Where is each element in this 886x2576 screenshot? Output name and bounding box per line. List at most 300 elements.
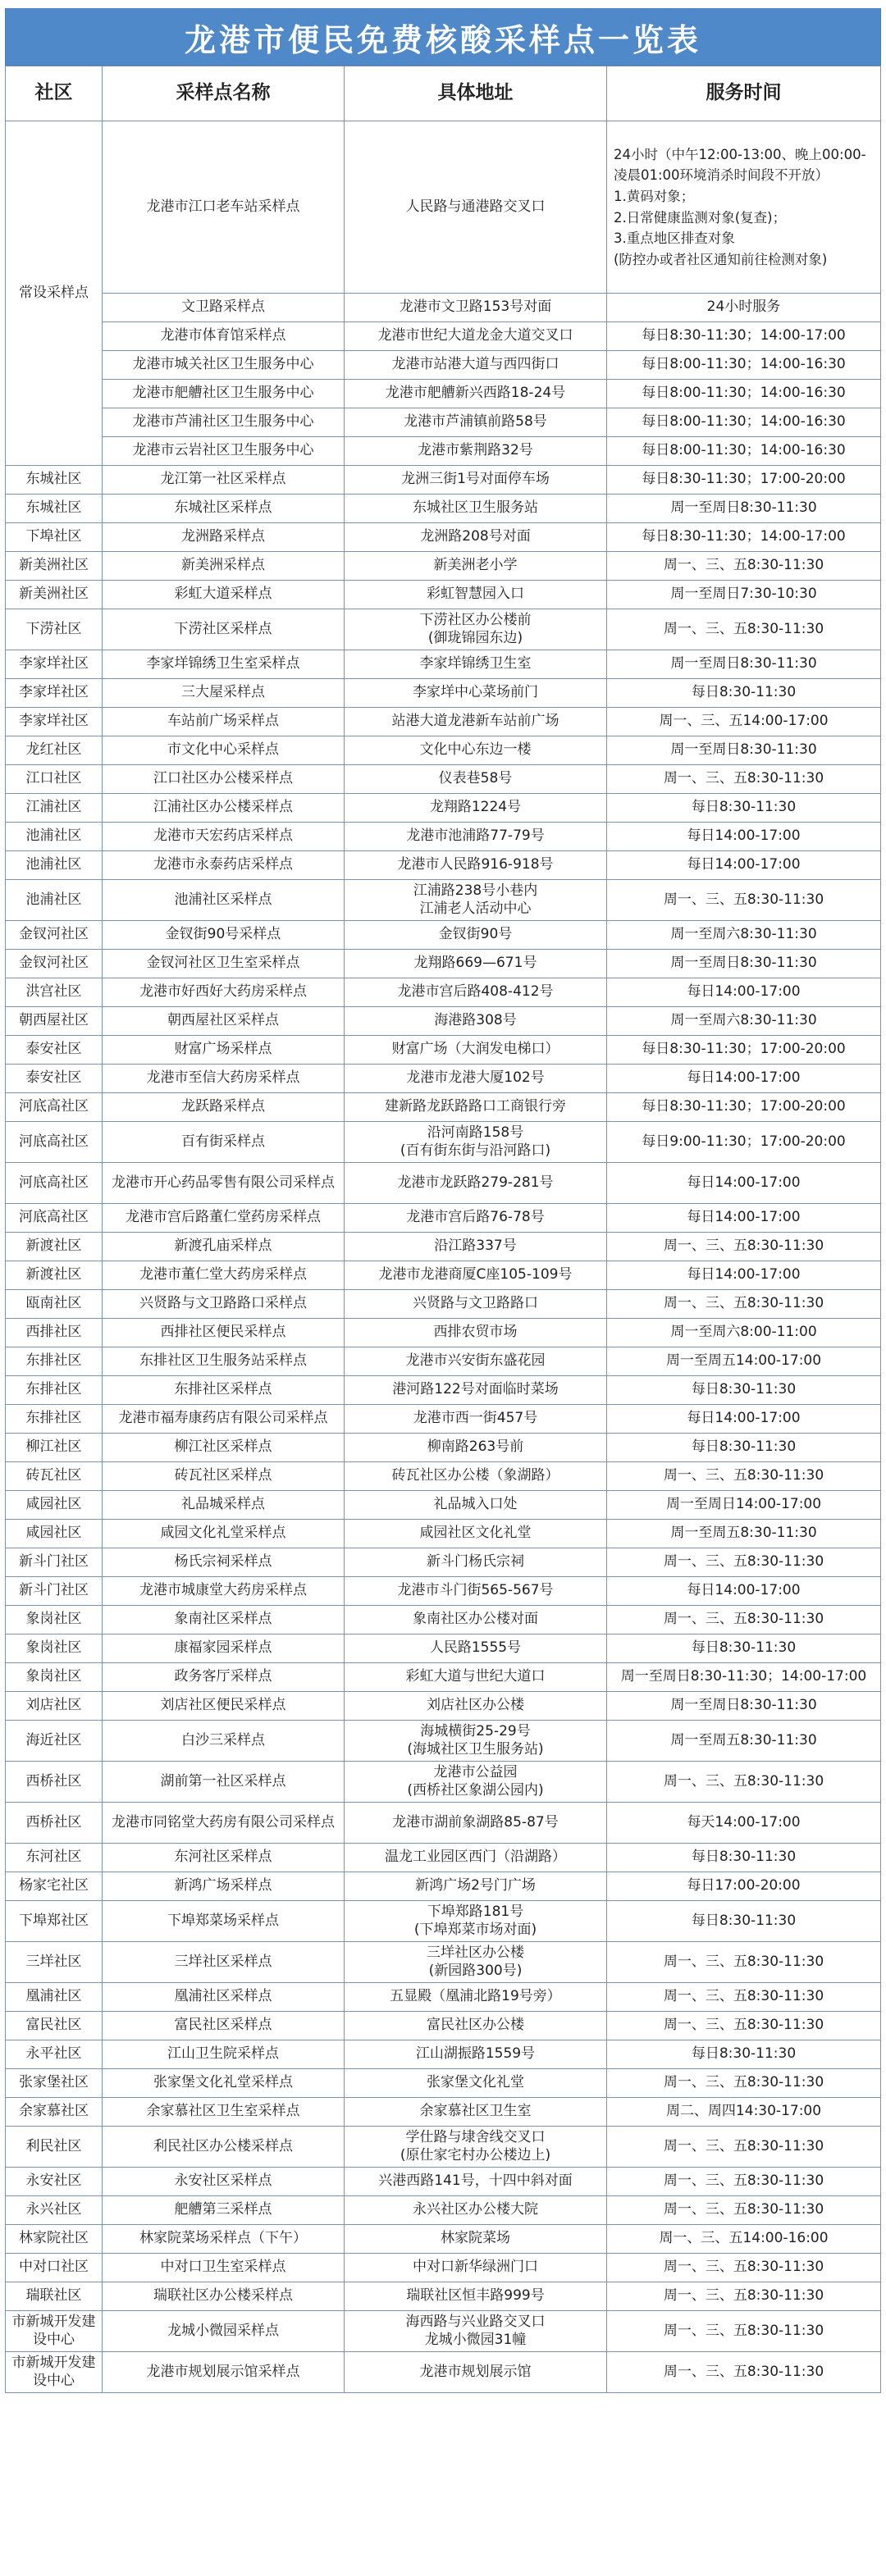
table-row	[6, 408, 881, 437]
table-row	[6, 2040, 881, 2069]
table-row	[6, 1122, 881, 1163]
table-row	[6, 2282, 881, 2311]
site-cell: 龙港市舥艚社区卫生服务中心	[103, 380, 345, 408]
hours-cell: 周一、三、五8:30-11:30	[607, 765, 881, 794]
address-cell: 人民路1555号	[345, 1635, 607, 1663]
community-cell: 朝西屋社区	[6, 1007, 103, 1036]
site-cell: 龙港市宫后路董仁堂药房采样点	[103, 1204, 345, 1233]
community-cell: 龙红社区	[6, 736, 103, 765]
site-cell: 朝西屋社区采样点	[103, 1007, 345, 1036]
hours-cell: 每日8:30-11:30；14:00-17:00	[607, 523, 881, 552]
community-cell: 三垟社区	[6, 1942, 103, 1983]
table-row	[6, 437, 881, 466]
hours-cell: 周一至周日14:00-17:00	[607, 1491, 881, 1520]
header-address: 具体地址	[345, 66, 607, 121]
site-cell: 市文化中心采样点	[103, 736, 345, 765]
table-row	[6, 1606, 881, 1635]
site-cell: 下埠郑菜场采样点	[103, 1901, 345, 1942]
table-row	[6, 1901, 881, 1942]
site-cell: 富民社区采样点	[103, 2012, 345, 2040]
hours-cell: 每日14:00-17:00	[607, 1163, 881, 1204]
site-cell: 咸园文化礼堂采样点	[103, 1520, 345, 1548]
hours-cell: 周一、三、五8:30-11:30	[607, 2196, 881, 2225]
hours-cell: 周一、三、五8:30-11:30	[607, 1983, 881, 2012]
hours-note: 2.日常健康监测对象(复查)；	[614, 209, 787, 226]
community-cell: 李家垟社区	[6, 679, 103, 708]
table-row	[6, 1319, 881, 1347]
community-cell: 河底高社区	[6, 1204, 103, 1233]
table-row	[6, 1093, 881, 1122]
hours-cell: 周一至周日8:30-11:30	[607, 650, 881, 679]
site-cell: 龙港市城关社区卫生服务中心	[103, 351, 345, 380]
table-row	[6, 523, 881, 552]
hours-cell: 每日8:30-11:30	[607, 1434, 881, 1462]
address-cell: 龙港市人民路916-918号	[345, 851, 607, 880]
address-cell: 彩虹大道与世纪大道口	[345, 1663, 607, 1692]
table-row	[6, 1065, 881, 1093]
site-cell: 龙港市体育馆采样点	[103, 322, 345, 351]
table-row	[6, 1347, 881, 1376]
table-row	[6, 1983, 881, 2012]
address-cell: 新鸿广场2号门广场	[345, 1872, 607, 1901]
address-cell: 龙翔路1224号	[345, 794, 607, 823]
community-cell: 砖瓦社区	[6, 1462, 103, 1491]
hours-cell: 每日8:30-11:30	[607, 1635, 881, 1663]
table-row	[6, 2311, 881, 2352]
hours-cell: 每天14:00-17:00	[607, 1803, 881, 1844]
address-cell: 龙港市站港大道与西四街口	[345, 351, 607, 380]
site-cell: 三垟社区采样点	[103, 1942, 345, 1983]
community-cell: 象岗社区	[6, 1635, 103, 1663]
site-cell: 龙城小微园采样点	[103, 2311, 345, 2352]
address-cell: 龙洲三街1号对面停车场	[345, 466, 607, 495]
community-cell: 咸园社区	[6, 1491, 103, 1520]
community-cell: 永平社区	[6, 2040, 103, 2069]
address-cell: 礼品城入口处	[345, 1491, 607, 1520]
table-row	[6, 1007, 881, 1036]
community-cell: 西桥社区	[6, 1803, 103, 1844]
address-cell: 人民路与通港路交叉口	[345, 121, 607, 294]
site-cell: 龙港市规划展示馆采样点	[103, 2352, 345, 2393]
hours-cell: 每日8:30-11:30	[607, 679, 881, 708]
site-cell: 东河社区采样点	[103, 1844, 345, 1872]
hours-note: 1.黄码对象；	[614, 188, 695, 204]
community-cell: 李家垟社区	[6, 650, 103, 679]
hours-cell	[607, 121, 881, 294]
community-cell: 刘店社区	[6, 1692, 103, 1721]
address-cell: 龙港市舥艚新兴西路18-24号	[345, 380, 607, 408]
community-cell: 江浦社区	[6, 794, 103, 823]
table-row	[6, 2127, 881, 2168]
hours-cell: 每日8:00-11:30；14:00-16:30	[607, 437, 881, 466]
site-cell: 瑞联社区办公楼采样点	[103, 2282, 345, 2311]
address-cell: 李家垟中心菜场前门	[345, 679, 607, 708]
site-cell: 永安社区采样点	[103, 2168, 345, 2196]
hours-cell: 周一、三、五8:30-11:30	[607, 2311, 881, 2352]
page-title: 龙港市便民免费核酸采样点一览表	[5, 8, 881, 66]
hours-cell: 每日14:00-17:00	[607, 1065, 881, 1093]
hours-cell: 每日8:30-11:30；17:00-20:00	[607, 1036, 881, 1065]
hours-cell: 周一、三、五8:30-11:30	[607, 2254, 881, 2282]
site-cell: 彩虹大道采样点	[103, 581, 345, 609]
table-row	[6, 880, 881, 921]
hours-cell: 周一至周六8:30-11:30	[607, 921, 881, 950]
site-cell: 江浦社区办公楼采样点	[103, 794, 345, 823]
community-cell: 市新城开发建设中心	[6, 2311, 103, 2352]
site-cell: 李家垟锦绣卫生室采样点	[103, 650, 345, 679]
address-cell: 张家堡文化礼堂	[345, 2069, 607, 2098]
hours-cell: 每日8:00-11:30；14:00-16:30	[607, 380, 881, 408]
site-cell: 龙港市好西好大药房采样点	[103, 978, 345, 1007]
site-cell: 湖前第一社区采样点	[103, 1762, 345, 1803]
community-cell: 杨家宅社区	[6, 1872, 103, 1901]
site-cell: 兴贤路与文卫路路口采样点	[103, 1290, 345, 1319]
site-cell: 百有街采样点	[103, 1122, 345, 1163]
table-row	[6, 851, 881, 880]
address-cell: 龙港市芦浦镇前路58号	[345, 408, 607, 437]
table-row	[6, 823, 881, 851]
hours-cell: 周一、三、五8:30-11:30	[607, 1290, 881, 1319]
address-cell: 咸园社区文化礼堂	[345, 1520, 607, 1548]
site-cell: 象南社区采样点	[103, 1606, 345, 1635]
address-cell: 兴港西路141号，十四中斜对面	[345, 2168, 607, 2196]
table-row	[6, 466, 881, 495]
site-cell: 池浦社区采样点	[103, 880, 345, 921]
address-cell: 海城横街25-29号 (海城社区卫生服务站)	[345, 1721, 607, 1762]
address-cell: 港河路122号对面临时菜场	[345, 1376, 607, 1405]
hours-cell: 每日9:00-11:30；17:00-20:00	[607, 1122, 881, 1163]
site-cell: 龙港市至信大药房采样点	[103, 1065, 345, 1093]
site-cell: 政务客厅采样点	[103, 1663, 345, 1692]
site-cell: 林家院菜场采样点（下午）	[103, 2225, 345, 2254]
hours-cell: 每日8:30-11:30	[607, 1901, 881, 1942]
address-cell: 龙港市兴安街东盛花园	[345, 1347, 607, 1376]
address-cell: 永兴社区办公楼大院	[345, 2196, 607, 2225]
site-cell: 张家堡文化礼堂采样点	[103, 2069, 345, 2098]
address-cell: 江山湖振路1559号	[345, 2040, 607, 2069]
table-row	[6, 1872, 881, 1901]
hours-cell: 周一至周日8:30-11:30	[607, 736, 881, 765]
address-cell: 学仕路与埭舍线交叉口 (原仕家宅村办公楼边上)	[345, 2127, 607, 2168]
header-site: 采样点名称	[103, 66, 345, 121]
community-cell: 常设采样点	[6, 121, 103, 466]
table-row	[6, 1405, 881, 1434]
address-cell: 富民社区办公楼	[345, 2012, 607, 2040]
address-cell: 刘店社区办公楼	[345, 1692, 607, 1721]
header-hours: 服务时间	[607, 66, 881, 121]
table-row	[6, 1434, 881, 1462]
site-cell: 新鸿广场采样点	[103, 1872, 345, 1901]
address-cell: 五显殿（凰浦北路19号旁）	[345, 1983, 607, 2012]
hours-cell: 每日8:30-11:30	[607, 794, 881, 823]
address-cell: 沿河南路158号 (百有街东街与沿河路口)	[345, 1122, 607, 1163]
community-cell: 池浦社区	[6, 851, 103, 880]
address-cell: 兴贤路与文卫路路口	[345, 1290, 607, 1319]
table-row	[6, 1942, 881, 1983]
table-row	[6, 1036, 881, 1065]
community-cell: 永安社区	[6, 2168, 103, 2196]
community-cell: 新斗门社区	[6, 1577, 103, 1606]
hours-cell: 周二、周四14:30-17:00	[607, 2098, 881, 2127]
site-cell: 江口社区办公楼采样点	[103, 765, 345, 794]
table-row	[6, 380, 881, 408]
address-cell: 林家院菜场	[345, 2225, 607, 2254]
community-cell: 柳江社区	[6, 1434, 103, 1462]
community-cell: 池浦社区	[6, 880, 103, 921]
hours-cell: 周一、三、五8:30-11:30	[607, 1548, 881, 1577]
address-cell: 砖瓦社区办公楼（象湖路）	[345, 1462, 607, 1491]
hours-cell: 周一至周五14:00-17:00	[607, 1347, 881, 1376]
table-row	[6, 1663, 881, 1692]
site-cell: 龙港市同铭堂大药房有限公司采样点	[103, 1803, 345, 1844]
community-cell: 江口社区	[6, 765, 103, 794]
community-cell: 新美洲社区	[6, 581, 103, 609]
site-cell: 龙港市城康堂大药房采样点	[103, 1577, 345, 1606]
address-cell: 龙港市公益园 (西桥社区象湖公园内)	[345, 1762, 607, 1803]
hours-cell: 周一、三、五8:30-11:30	[607, 609, 881, 650]
community-cell: 张家堡社区	[6, 2069, 103, 2098]
community-cell: 东河社区	[6, 1844, 103, 1872]
community-cell: 富民社区	[6, 2012, 103, 2040]
site-cell: 砖瓦社区采样点	[103, 1462, 345, 1491]
community-cell: 东城社区	[6, 495, 103, 523]
hours-cell: 周一至周六8:30-11:30	[607, 1007, 881, 1036]
hours-cell: 每日8:30-11:30	[607, 2040, 881, 2069]
site-cell: 余家慕社区卫生室采样点	[103, 2098, 345, 2127]
community-cell: 金钗河社区	[6, 950, 103, 978]
site-cell: 礼品城采样点	[103, 1491, 345, 1520]
community-cell: 泰安社区	[6, 1036, 103, 1065]
address-cell: 龙港市世纪大道龙金大道交叉口	[345, 322, 607, 351]
table-row	[6, 1762, 881, 1803]
address-cell: 金钗街90号	[345, 921, 607, 950]
table-row	[6, 552, 881, 581]
address-cell: 仪表巷58号	[345, 765, 607, 794]
table-row	[6, 1233, 881, 1261]
hours-cell: 周一至周日8:30-11:30	[607, 1692, 881, 1721]
hours-cell: 周一、三、五8:30-11:30	[607, 552, 881, 581]
address-cell: 新美洲老小学	[345, 552, 607, 581]
table-row	[6, 322, 881, 351]
hours-cell: 周一、三、五14:00-16:00	[607, 2225, 881, 2254]
site-cell: 龙港市开心药品零售有限公司采样点	[103, 1163, 345, 1204]
address-cell: 三垟社区办公楼 (新园路300号)	[345, 1942, 607, 1983]
table-row	[6, 609, 881, 650]
community-cell: 象岗社区	[6, 1606, 103, 1635]
site-cell: 龙港市芦浦社区卫生服务中心	[103, 408, 345, 437]
site-cell: 东排社区采样点	[103, 1376, 345, 1405]
site-cell: 龙港市云岩社区卫生服务中心	[103, 437, 345, 466]
community-cell: 新渡社区	[6, 1261, 103, 1290]
community-cell: 东排社区	[6, 1347, 103, 1376]
hours-cell: 周一、三、五8:30-11:30	[607, 1942, 881, 1983]
address-cell: 龙翔路669—671号	[345, 950, 607, 978]
site-cell: 下涝社区采样点	[103, 609, 345, 650]
community-cell: 李家垟社区	[6, 708, 103, 736]
table-row	[6, 2352, 881, 2393]
table-row	[6, 1844, 881, 1872]
hours-cell: 周一、三、五8:30-11:30	[607, 2127, 881, 2168]
table-row	[6, 121, 881, 294]
address-cell: 瑞联社区恒丰路999号	[345, 2282, 607, 2311]
site-cell: 车站前广场采样点	[103, 708, 345, 736]
address-cell: 中对口新华绿洲门口	[345, 2254, 607, 2282]
table-row	[6, 1520, 881, 1548]
table-row	[6, 736, 881, 765]
address-cell: 下涝社区办公楼前 (御珑锦园东边)	[345, 609, 607, 650]
table-row	[6, 765, 881, 794]
address-cell: 余家慕社区卫生室	[345, 2098, 607, 2127]
site-cell: 东城社区采样点	[103, 495, 345, 523]
table-row	[6, 1163, 881, 1204]
site-cell: 龙江第一社区采样点	[103, 466, 345, 495]
hours-cell: 周一、三、五8:30-11:30	[607, 2012, 881, 2040]
site-cell: 龙港市永泰药店采样点	[103, 851, 345, 880]
hours-cell: 每日8:30-11:30；14:00-17:00	[607, 322, 881, 351]
address-cell: 海港路308号	[345, 1007, 607, 1036]
hours-cell: 周一、三、五8:30-11:30	[607, 2282, 881, 2311]
site-cell: 文卫路采样点	[103, 294, 345, 322]
hours-cell: 每日14:00-17:00	[607, 1405, 881, 1434]
community-cell: 金钗河社区	[6, 921, 103, 950]
hours-cell: 周一、三、五8:30-11:30	[607, 2069, 881, 2098]
hours-cell: 周一、三、五8:30-11:30	[607, 1762, 881, 1803]
community-cell: 余家慕社区	[6, 2098, 103, 2127]
site-cell: 杨氏宗祠采样点	[103, 1548, 345, 1577]
address-cell: 龙洲路208号对面	[345, 523, 607, 552]
address-cell: 新斗门杨氏宗祠	[345, 1548, 607, 1577]
table-row	[6, 1721, 881, 1762]
site-cell: 龙港市江口老车站采样点	[103, 121, 345, 294]
hours-cell: 每日8:00-11:30；14:00-16:30	[607, 408, 881, 437]
community-cell: 东排社区	[6, 1405, 103, 1434]
community-cell: 东排社区	[6, 1376, 103, 1405]
site-cell: 财富广场采样点	[103, 1036, 345, 1065]
site-cell: 东排社区卫生服务站采样点	[103, 1347, 345, 1376]
address-cell: 西排农贸市场	[345, 1319, 607, 1347]
hours-cell: 周一、三、五14:00-17:00	[607, 708, 881, 736]
address-cell: 象南社区办公楼对面	[345, 1606, 607, 1635]
community-cell: 下埠社区	[6, 523, 103, 552]
table-row	[6, 2012, 881, 2040]
community-cell: 河底高社区	[6, 1122, 103, 1163]
community-cell: 西桥社区	[6, 1762, 103, 1803]
hours-cell: 每日8:30-11:30；17:00-20:00	[607, 466, 881, 495]
community-cell: 西排社区	[6, 1319, 103, 1347]
address-cell: 下埠郑路181号 (下埠郑菜市场对面)	[345, 1901, 607, 1942]
site-cell: 龙洲路采样点	[103, 523, 345, 552]
table-row	[6, 1803, 881, 1844]
table-row	[6, 1548, 881, 1577]
community-cell: 中对口社区	[6, 2254, 103, 2282]
community-cell: 新美洲社区	[6, 552, 103, 581]
site-cell: 白沙三采样点	[103, 1721, 345, 1762]
community-cell: 瓯南社区	[6, 1290, 103, 1319]
address-cell: 彩虹智慧园入口	[345, 581, 607, 609]
hours-cell: 周一、三、五8:30-11:30	[607, 1462, 881, 1491]
hours-cell: 每日8:30-11:30；17:00-20:00	[607, 1093, 881, 1122]
table-row	[6, 1635, 881, 1663]
community-cell: 利民社区	[6, 2127, 103, 2168]
table-row	[6, 1204, 881, 1233]
table-row	[6, 921, 881, 950]
hours-cell: 周一、三、五8:30-11:30	[607, 1606, 881, 1635]
community-cell: 市新城开发建设中心	[6, 2352, 103, 2393]
table-row	[6, 2069, 881, 2098]
hours-cell: 周一至周五8:30-11:30	[607, 1520, 881, 1548]
table-row	[6, 294, 881, 322]
address-cell: 龙港市西一街457号	[345, 1405, 607, 1434]
hours-cell: 周一、三、五8:30-11:30	[607, 880, 881, 921]
hours-cell: 周一、三、五8:30-11:30	[607, 1233, 881, 1261]
hours-cell: 周一至周六8:00-11:00	[607, 1319, 881, 1347]
hours-cell: 每日8:30-11:30	[607, 1376, 881, 1405]
community-cell: 瑞联社区	[6, 2282, 103, 2311]
hours-cell: 每日14:00-17:00	[607, 1577, 881, 1606]
hours-note: 3.重点地区排查对象	[614, 230, 735, 247]
table-row	[6, 2196, 881, 2225]
table-row	[6, 351, 881, 380]
community-cell: 凰浦社区	[6, 1983, 103, 2012]
site-cell: 三大屋采样点	[103, 679, 345, 708]
table-row	[6, 794, 881, 823]
site-cell: 凰浦社区采样点	[103, 1983, 345, 2012]
hours-cell: 每日17:00-20:00	[607, 1872, 881, 1901]
address-cell: 李家垟锦绣卫生室	[345, 650, 607, 679]
hours-cell: 每日8:30-11:30	[607, 1844, 881, 1872]
address-cell: 龙港市宫后路76-78号	[345, 1204, 607, 1233]
site-cell: 新美洲采样点	[103, 552, 345, 581]
table-row	[6, 1261, 881, 1290]
header-community: 社区	[6, 66, 103, 121]
community-cell: 东城社区	[6, 466, 103, 495]
table-body	[6, 121, 881, 2393]
community-cell: 永兴社区	[6, 2196, 103, 2225]
address-cell: 龙港市龙跃路279-281号	[345, 1163, 607, 1204]
hours-note: (防控办或者社区通知前往检测对象)	[614, 251, 828, 267]
address-cell: 温龙工业园区西门（沿湖路）	[345, 1844, 607, 1872]
hours-cell: 每日14:00-17:00	[607, 1204, 881, 1233]
address-cell: 沿江路337号	[345, 1233, 607, 1261]
address-cell: 龙港市斗门街565-567号	[345, 1577, 607, 1606]
sampling-sites-table	[5, 66, 881, 2393]
table-row	[6, 1376, 881, 1405]
site-cell: 龙港市天宏药店采样点	[103, 823, 345, 851]
address-cell: 龙港市宫后路408-412号	[345, 978, 607, 1007]
address-cell: 龙港市龙港商厦C座105-109号	[345, 1261, 607, 1290]
hours-cell: 周一至周五8:30-11:30	[607, 1721, 881, 1762]
address-cell: 龙港市龙港大厦102号	[345, 1065, 607, 1093]
table-row	[6, 1692, 881, 1721]
address-cell: 龙港市紫荆路32号	[345, 437, 607, 466]
table-row	[6, 2098, 881, 2127]
site-cell: 新渡孔庙采样点	[103, 1233, 345, 1261]
hours-cell: 每日14:00-17:00	[607, 851, 881, 880]
address-cell: 龙港市池浦路77-79号	[345, 823, 607, 851]
address-cell: 龙港市规划展示馆	[345, 2352, 607, 2393]
table-row	[6, 650, 881, 679]
hours-cell: 周一、三、五8:30-11:30	[607, 2352, 881, 2393]
site-cell: 金钗河社区卫生室采样点	[103, 950, 345, 978]
community-cell: 林家院社区	[6, 2225, 103, 2254]
address-cell: 海西路与兴业路交叉口 龙城小微园31幢	[345, 2311, 607, 2352]
address-cell: 站港大道龙港新车站前广场	[345, 708, 607, 736]
site-cell: 利民社区办公楼采样点	[103, 2127, 345, 2168]
address-cell: 龙港市湖前象湖路85-87号	[345, 1803, 607, 1844]
table-row	[6, 1462, 881, 1491]
community-cell: 泰安社区	[6, 1065, 103, 1093]
community-cell: 象岗社区	[6, 1663, 103, 1692]
